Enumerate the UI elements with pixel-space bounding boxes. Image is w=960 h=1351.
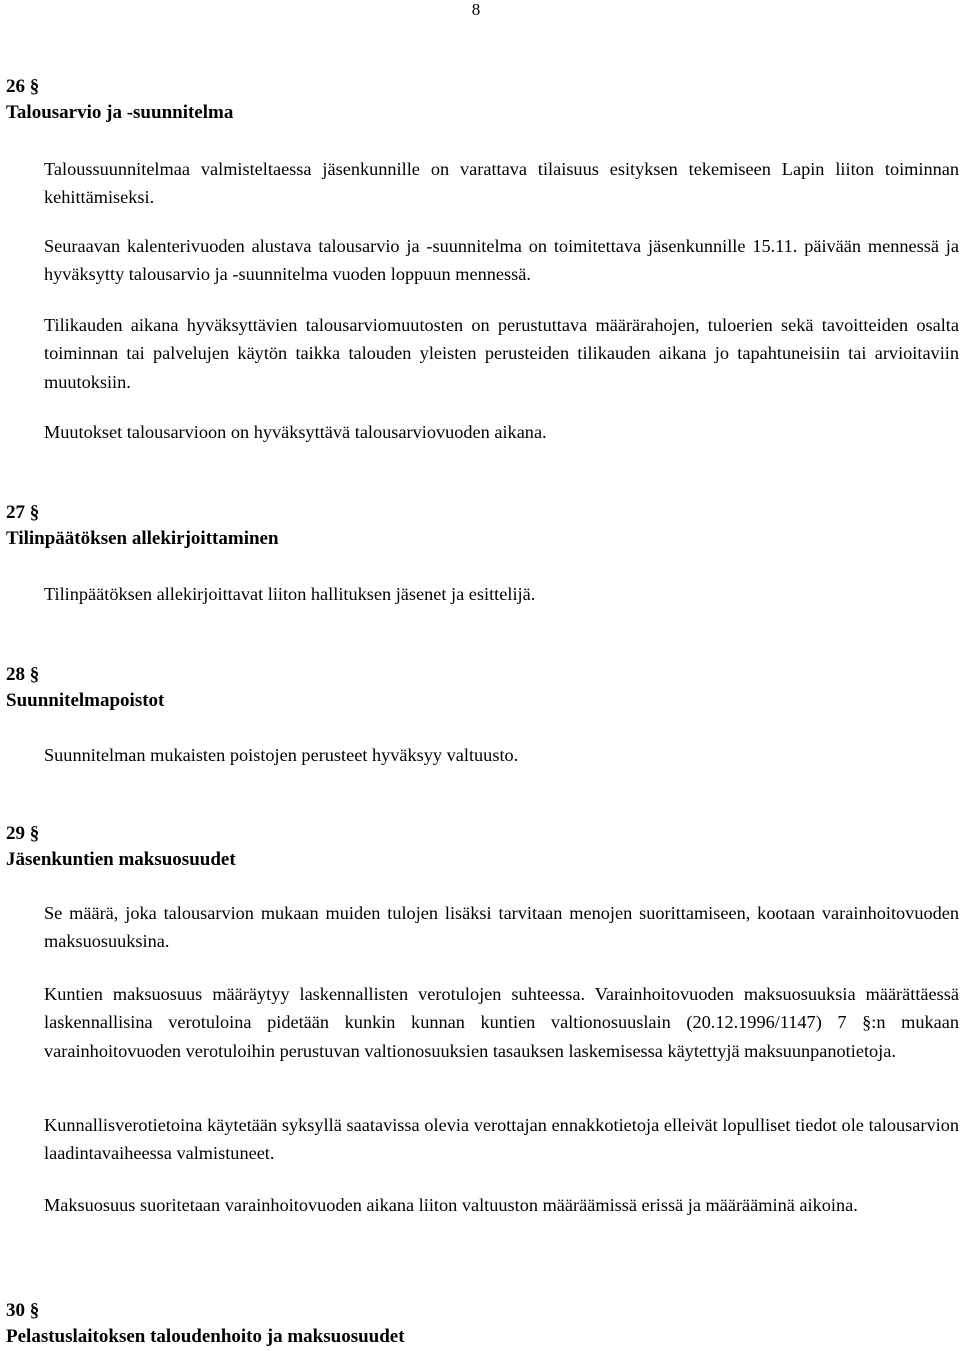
page-number: 8 xyxy=(471,0,481,19)
paragraph: Taloussuunnitelmaa valmisteltaessa jäsenkunnille on varattava tilaisuus esityksen tekemiseen Lapin liiton toiminnan kehittämiseksi. xyxy=(44,159,959,208)
section-title: Talousarvio ja -suunnitelma xyxy=(6,102,234,123)
paragraph: Suunnitelman mukaisten poistojen perusteet hyväksyy valtuusto. xyxy=(44,745,519,765)
section-29-heading xyxy=(6,821,954,873)
section-number: 28 § xyxy=(6,664,40,685)
paragraph: Tilinpäätöksen allekirjoittavat liiton hallituksen jäsenet ja esittelijä. xyxy=(44,584,536,604)
section-28-heading xyxy=(6,662,954,714)
section-title: Pelastuslaitoksen taloudenhoito ja maksuosuudet xyxy=(6,1326,405,1347)
paragraph: Seuraavan kalenterivuoden alustava talousarvio ja -suunnitelma on toimitettava jäsenkunnille 15.11. päivään mennessä ja hyväksytty talousarvio ja -suunnitelma vuoden loppuun mennessä. xyxy=(44,236,959,285)
section-30-heading xyxy=(6,1298,954,1350)
section-27-heading xyxy=(6,500,954,552)
paragraph: Tilikauden aikana hyväksyttävien talousarviomuutosten on perustuttava määrärahojen, tuloerien sekä tavoitteiden osalta toiminnan tai palvelujen käytön taikka talouden yleisten perusteiden tilikauden aikana jo tapahtuneisiin tai arvioitaviin muutoksiin. xyxy=(44,315,959,392)
section-title: Suunnitelmapoistot xyxy=(6,690,165,711)
paragraph: Maksuosuus suoritetaan varainhoitovuoden aikana liiton valtuuston määräämissä erissä ja määrääminä aikoina. xyxy=(44,1195,858,1215)
section-title: Jäsenkuntien maksuosuudet xyxy=(6,849,236,870)
paragraph: Se määrä, joka talousarvion mukaan muiden tulojen lisäksi tarvitaan menojen suorittamiseen, kootaan varainhoitovuoden maksuosuuksina. xyxy=(44,903,959,952)
paragraph: Muutokset talousarvioon on hyväksyttävä talousarviovuoden aikana. xyxy=(44,422,547,442)
section-number: 30 § xyxy=(6,1300,40,1321)
section-number: 27 § xyxy=(6,502,40,523)
paragraph: Kuntien maksuosuus määräytyy laskennallisten verotulojen suhteessa. Varainhoitovuoden maksuosuuksia määrättäessä laskennallisina verotuloina pidetään kunkin kunnan kuntien valtionosuuslain (20.12.1996/1147) 7 §:n mukaan varainhoitovuoden verotuloihin perustuvan valtionosuuksien tasauksen laskemisessa käytettyjä maksuunpanotietoja. xyxy=(44,984,959,1061)
section-number: 29 § xyxy=(6,823,40,844)
section-number: 26 § xyxy=(6,76,40,97)
paragraph: Kunnallisverotietoina käytetään syksyllä saatavissa olevia verottajan ennakkotietoja elleivät lopulliset tiedot ole talousarvion laadintavaiheessa valmistuneet. xyxy=(44,1115,959,1164)
section-title: Tilinpäätöksen allekirjoittaminen xyxy=(6,528,279,549)
section-26-heading xyxy=(6,74,954,126)
